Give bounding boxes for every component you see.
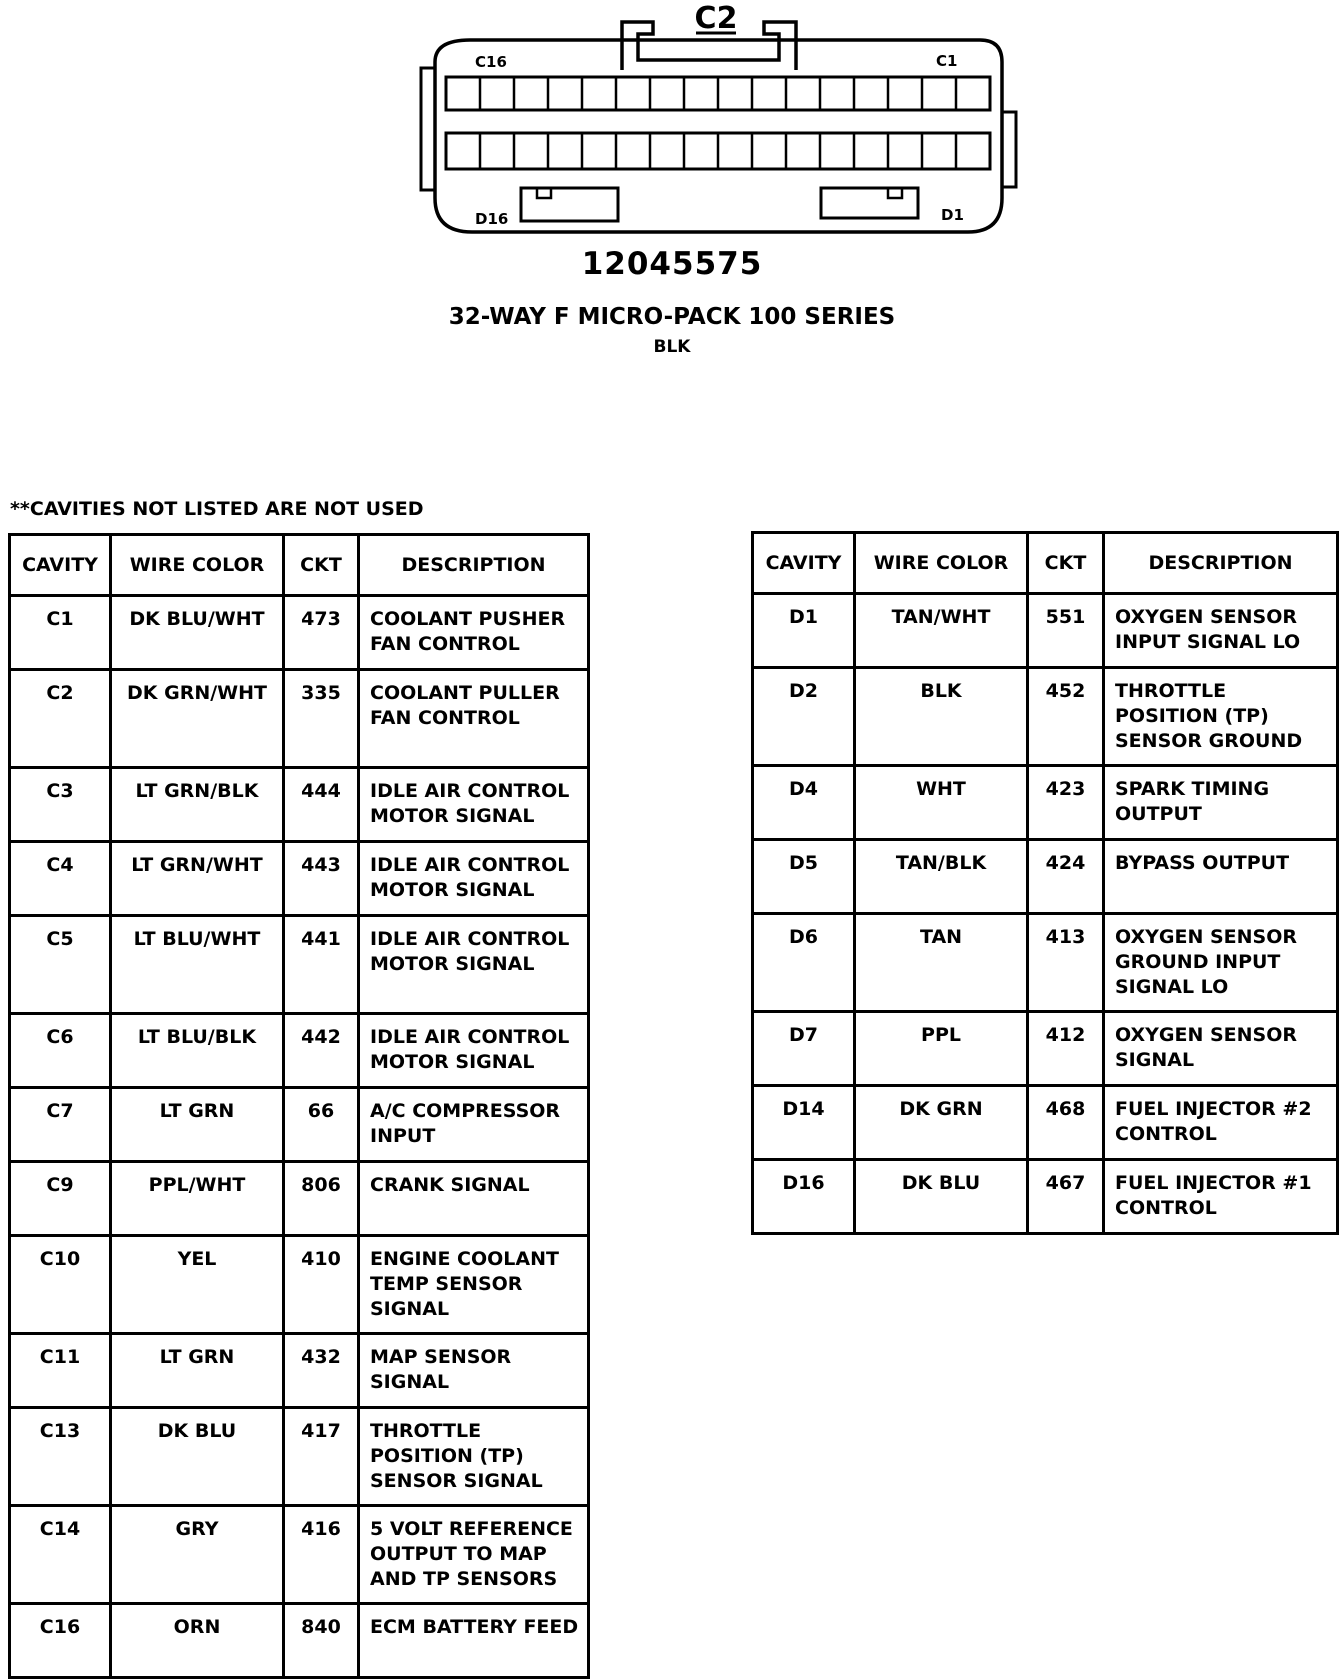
connector-slot-right (821, 188, 918, 218)
cell-ckt: 467 (1028, 1160, 1104, 1234)
cell-cavity: D7 (753, 1012, 855, 1086)
cell-ckt: 840 (284, 1604, 359, 1678)
label-c1: C1 (936, 52, 958, 70)
cell-ckt: 551 (1028, 594, 1104, 668)
connector-name: C2 (694, 1, 738, 36)
cell-wire-color: DK BLU/WHT (111, 596, 284, 670)
cell-ckt: 416 (284, 1506, 359, 1604)
cell-cavity: D5 (753, 840, 855, 914)
cell-ckt: 442 (284, 1014, 359, 1088)
cell-description: ECM BATTERY FEED (359, 1604, 589, 1678)
cell-wire-color: GRY (111, 1506, 284, 1604)
cell-description: BYPASS OUTPUT (1104, 840, 1338, 914)
cell-ckt: 412 (1028, 1012, 1104, 1086)
label-d1: D1 (941, 206, 964, 224)
table-row (10, 842, 589, 916)
cell-description: FUEL INJECTOR #1 CONTROL (1104, 1160, 1338, 1234)
cell-cavity: C11 (10, 1334, 111, 1408)
cell-cavity: C1 (10, 596, 111, 670)
cell-ckt: 452 (1028, 668, 1104, 766)
cell-ckt: 444 (284, 768, 359, 842)
cell-description: COOLANT PULLER FAN CONTROL (359, 670, 589, 768)
table-row (10, 916, 589, 1014)
cell-description: THROTTLE POSITION (TP) SENSOR SIGNAL (359, 1408, 589, 1506)
header-ckt: CKT (284, 535, 359, 596)
cell-description: COOLANT PUSHER FAN CONTROL (359, 596, 589, 670)
cell-description: IDLE AIR CONTROL MOTOR SIGNAL (359, 768, 589, 842)
cell-ckt: 410 (284, 1236, 359, 1334)
header-cavity: CAVITY (10, 535, 111, 596)
cell-description: OXYGEN SENSOR GROUND INPUT SIGNAL LO (1104, 914, 1338, 1012)
cell-ckt: 335 (284, 670, 359, 768)
connector-left-tab (421, 68, 435, 190)
header-wire-color: WIRE COLOR (855, 533, 1028, 594)
cell-wire-color: PPL/WHT (111, 1162, 284, 1236)
cell-cavity: D4 (753, 766, 855, 840)
header-cavity: CAVITY (753, 533, 855, 594)
connector-right-tab (1002, 112, 1016, 187)
cell-cavity: C14 (10, 1506, 111, 1604)
cell-cavity: C4 (10, 842, 111, 916)
table-row (10, 1162, 589, 1236)
cell-wire-color: TAN/BLK (855, 840, 1028, 914)
cell-ckt: 468 (1028, 1086, 1104, 1160)
cell-wire-color: LT GRN/BLK (111, 768, 284, 842)
table-row (10, 670, 589, 768)
cell-wire-color: LT GRN (111, 1088, 284, 1162)
table-row (753, 766, 1338, 840)
table-row (10, 1506, 589, 1604)
cell-description: ENGINE COOLANT TEMP SENSOR SIGNAL (359, 1236, 589, 1334)
cell-cavity: D16 (753, 1160, 855, 1234)
cell-cavity: C16 (10, 1604, 111, 1678)
cell-ckt: 413 (1028, 914, 1104, 1012)
header-ckt: CKT (1028, 533, 1104, 594)
table-row (10, 1088, 589, 1162)
header-description: DESCRIPTION (359, 535, 589, 596)
cell-cavity: C6 (10, 1014, 111, 1088)
table-row (10, 1236, 589, 1334)
cell-wire-color: TAN/WHT (855, 594, 1028, 668)
cell-ckt: 424 (1028, 840, 1104, 914)
cell-wire-color: PPL (855, 1012, 1028, 1086)
pinout-table-c (8, 533, 590, 1679)
cell-cavity: C5 (10, 916, 111, 1014)
connector-series: 32-WAY F MICRO-PACK 100 SERIES (448, 304, 896, 330)
cell-ckt: 432 (284, 1334, 359, 1408)
cell-cavity: C10 (10, 1236, 111, 1334)
cell-ckt: 417 (284, 1408, 359, 1506)
cell-cavity: C7 (10, 1088, 111, 1162)
unused-cavities-note: **CAVITIES NOT LISTED ARE NOT USED (10, 498, 424, 520)
cell-wire-color: LT BLU/BLK (111, 1014, 284, 1088)
cell-description: SPARK TIMING OUTPUT (1104, 766, 1338, 840)
cell-description: IDLE AIR CONTROL MOTOR SIGNAL (359, 1014, 589, 1088)
cell-wire-color: ORN (111, 1604, 284, 1678)
cell-description: 5 VOLT REFERENCE OUTPUT TO MAP AND TP SENSORS (359, 1506, 589, 1604)
cell-wire-color: WHT (855, 766, 1028, 840)
table-row (10, 1408, 589, 1506)
label-d16: D16 (475, 210, 509, 228)
table-row (753, 914, 1338, 1012)
table-row (10, 1334, 589, 1408)
cell-wire-color: BLK (855, 668, 1028, 766)
cell-description: IDLE AIR CONTROL MOTOR SIGNAL (359, 842, 589, 916)
cell-cavity: D2 (753, 668, 855, 766)
table-header-row (10, 535, 589, 596)
cell-wire-color: DK GRN/WHT (111, 670, 284, 768)
part-number: 12045575 (581, 246, 763, 282)
table-row (10, 1604, 589, 1678)
cell-wire-color: DK GRN (855, 1086, 1028, 1160)
table-row (10, 768, 589, 842)
table-row (753, 840, 1338, 914)
table-row (753, 1086, 1338, 1160)
connector-slot-left (521, 188, 618, 221)
cell-description: FUEL INJECTOR #2 CONTROL (1104, 1086, 1338, 1160)
table-row (10, 596, 589, 670)
cell-cavity: D14 (753, 1086, 855, 1160)
header-wire-color: WIRE COLOR (111, 535, 284, 596)
table-row (753, 668, 1338, 766)
cell-ckt: 473 (284, 596, 359, 670)
table-row (753, 594, 1338, 668)
cell-description: A/C COMPRESSOR INPUT (359, 1088, 589, 1162)
pinout-table-d (751, 531, 1339, 1235)
cell-description: IDLE AIR CONTROL MOTOR SIGNAL (359, 916, 589, 1014)
cell-wire-color: LT GRN/WHT (111, 842, 284, 916)
connector-color: BLK (653, 337, 691, 357)
cell-description: CRANK SIGNAL (359, 1162, 589, 1236)
cell-wire-color: YEL (111, 1236, 284, 1334)
cell-cavity: C2 (10, 670, 111, 768)
table-row (753, 1160, 1338, 1234)
cell-ckt: 441 (284, 916, 359, 1014)
cell-ckt: 806 (284, 1162, 359, 1236)
cell-cavity: D1 (753, 594, 855, 668)
table-row (10, 1014, 589, 1088)
label-c16: C16 (475, 53, 507, 71)
cell-wire-color: TAN (855, 914, 1028, 1012)
cell-description: OXYGEN SENSOR INPUT SIGNAL LO (1104, 594, 1338, 668)
header-description: DESCRIPTION (1104, 533, 1338, 594)
cell-description: THROTTLE POSITION (TP) SENSOR GROUND (1104, 668, 1338, 766)
cell-cavity: C9 (10, 1162, 111, 1236)
cell-wire-color: DK BLU (111, 1408, 284, 1506)
cell-cavity: C13 (10, 1408, 111, 1506)
cell-ckt: 66 (284, 1088, 359, 1162)
cell-wire-color: LT BLU/WHT (111, 916, 284, 1014)
table-row (753, 1012, 1338, 1086)
connector-pin-rows (446, 77, 990, 169)
cell-wire-color: DK BLU (855, 1160, 1028, 1234)
cell-description: OXYGEN SENSOR SIGNAL (1104, 1012, 1338, 1086)
table-header-row (753, 533, 1338, 594)
cell-description: MAP SENSOR SIGNAL (359, 1334, 589, 1408)
cell-ckt: 443 (284, 842, 359, 916)
cell-ckt: 423 (1028, 766, 1104, 840)
cell-wire-color: LT GRN (111, 1334, 284, 1408)
cell-cavity: D6 (753, 914, 855, 1012)
cell-cavity: C3 (10, 768, 111, 842)
